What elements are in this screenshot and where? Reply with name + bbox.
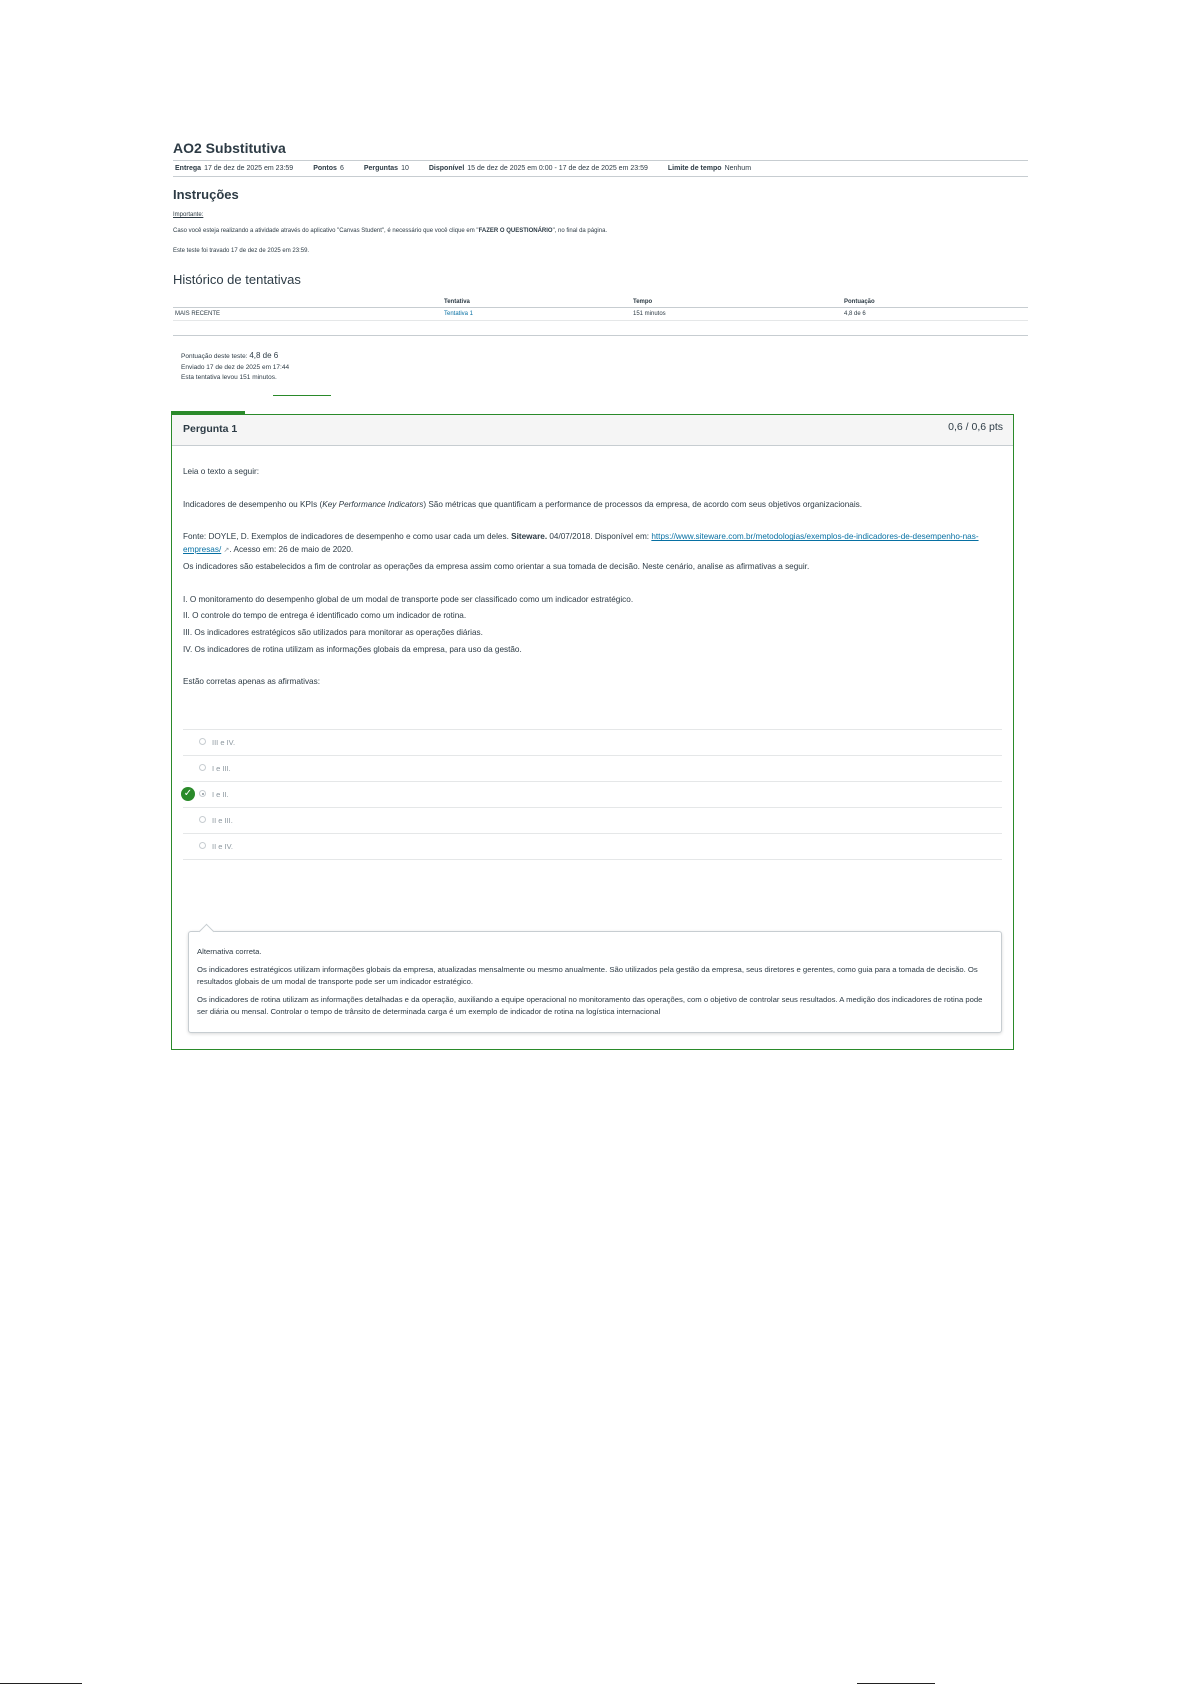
summary-underline [273,395,331,396]
statement-4: IV. Os indicadores de rotina utilizam as informações globais da empresa, para uso da gestão. [183,644,522,654]
question-title: Pergunta 1 [183,423,238,435]
question-intro: Leia o texto a seguir: [183,467,260,476]
answer-list [183,729,1002,860]
attempt-link[interactable]: Tentativa 1 [444,311,474,317]
source-link[interactable]: https://www.siteware.com.br/metodologias/exemplos-de-indicadores-de-desempenho-nas-empresas/ [183,532,979,555]
question-context: Os indicadores são estabelecidos a fim de controlar as operações da empresa assim como orientar a sua tomada de decisão. Neste cenário, analise as afirmativas a seguir. [183,561,810,571]
instructions-text: Caso você esteja realizando a atividade através do aplicativo "Canvas Student", é necessário que você clique em "FAZER O QUESTIONÁRIO", no final da página. [173,228,608,234]
locked-notice: Este teste foi travado 17 de dez de 2025 em 23:59. [173,248,310,254]
page-edge-line-left [0,1683,82,1684]
feedback-paragraph-1: Os indicadores estratégicos utilizam informações globais da empresa, atualizadas mensalmente ou mesmo anualmente. São utilizados pela gestão da empresa, seus diretores e gerentes, como guia para a tomada de decisão. Os resultados globais de um modal de transporte pode ser um indicador estratégico. [197,964,978,986]
attempt-history-table [173,297,1028,336]
answer-option[interactable]: III e IV. [183,729,1002,755]
answer-option[interactable]: II e IV. [183,833,1002,860]
page-edge-line-right [857,1683,935,1684]
due-date: Entrega 17 de dez de 2025 em 23:59 [175,165,294,172]
question-paragraph: Indicadores de desempenho ou KPIs (Key Performance Indicators) São métricas que quantificam a performance de processos da empresa, de acordo com seus objetivos organizacionais. [183,499,863,509]
duration-line: Esta tentativa levou 151 minutos. [181,374,277,382]
external-link-icon: ↗ [223,547,230,555]
history-heading: Histórico de tentativas [173,272,301,287]
correct-check-icon: ✓ [181,787,195,801]
availability: Disponível 15 de dez de 2025 em 0:00 - 17 de dez de 2025 em 23:59 [428,165,648,172]
row-label: MAIS RECENTE [173,308,442,321]
statement-1: I. O monitoramento do desempenho global de um modal de transporte pode ser classificado como um indicador estratégico. [183,594,634,604]
row-score: 4,8 de 6 [842,308,1028,321]
radio-button[interactable] [199,738,206,745]
statement-3: III. Os indicadores estratégicos são utilizados para monitorar as operações diárias. [183,628,483,638]
submitted-line: Enviado 17 de dez de 2025 em 17:44 [181,363,290,371]
question-header [172,415,1013,446]
points: Pontos 6 [313,165,344,172]
answer-option[interactable]: II e III. [183,807,1002,833]
quiz-page [173,140,1028,384]
question-card [171,414,1014,1050]
question-source: Fonte: DOYLE, D. Exemplos de indicadores de desempenho e como usar cada um deles. Siteware. 04/07/2018. Disponível em: https://www.siteware.com.br/metodologias/exemplos-de-indicadores-de-desempenho-nas-empresas/ ↗. Acesso em: 26 de maio de 2020. [183,532,979,555]
quiz-meta-bar [173,160,1028,177]
col-time: Tempo [631,297,842,308]
important-label: Importante: [173,212,204,218]
row-time: 151 minutos [631,308,842,321]
table-header-row [173,297,1028,308]
col-score: Pontuação [842,297,1028,308]
answer-feedback [188,931,1002,1033]
radio-button[interactable] [199,816,206,823]
quiz-title: AO2 Substitutiva [173,140,286,156]
col-attempt: Tentativa [442,297,631,308]
question-body [172,446,1013,872]
answer-option[interactable]: I e III. [183,755,1002,781]
radio-button[interactable] [199,842,206,849]
time-limit: Limite de tempo Nenhum [667,165,752,172]
question-points: 0,6 / 0,6 pts [948,421,1003,433]
feedback-paragraph-2: Os indicadores de rotina utilizam as informações detalhadas e da operação, auxiliando a equipe operacional no monitoramento das operações, com o objetivo de controlar seus resultados. A medição dos indicadores de rotina pode ser diária ou mensal. Controlar o tempo de trânsito de determinada carga é um exemplo de indicador de rotina na logística internacional [197,994,983,1016]
instructions-heading: Instruções [173,187,239,202]
answer-option-selected[interactable]: ✓ I e II. [183,781,1002,807]
questions-count: Perguntas 10 [363,165,409,172]
table-row [173,308,1028,321]
statement-2: II. O controle do tempo de entrega é identificado como um indicador de rotina. [183,611,467,621]
radio-button[interactable] [199,790,206,797]
attempt-summary [181,350,1028,384]
question-prompt: Estão corretas apenas as afirmativas: [183,677,320,687]
radio-button[interactable] [199,764,206,771]
score-line: Pontuação deste teste: 4,8 de 6 [181,351,279,360]
feedback-title: Alternativa correta. [197,947,262,956]
